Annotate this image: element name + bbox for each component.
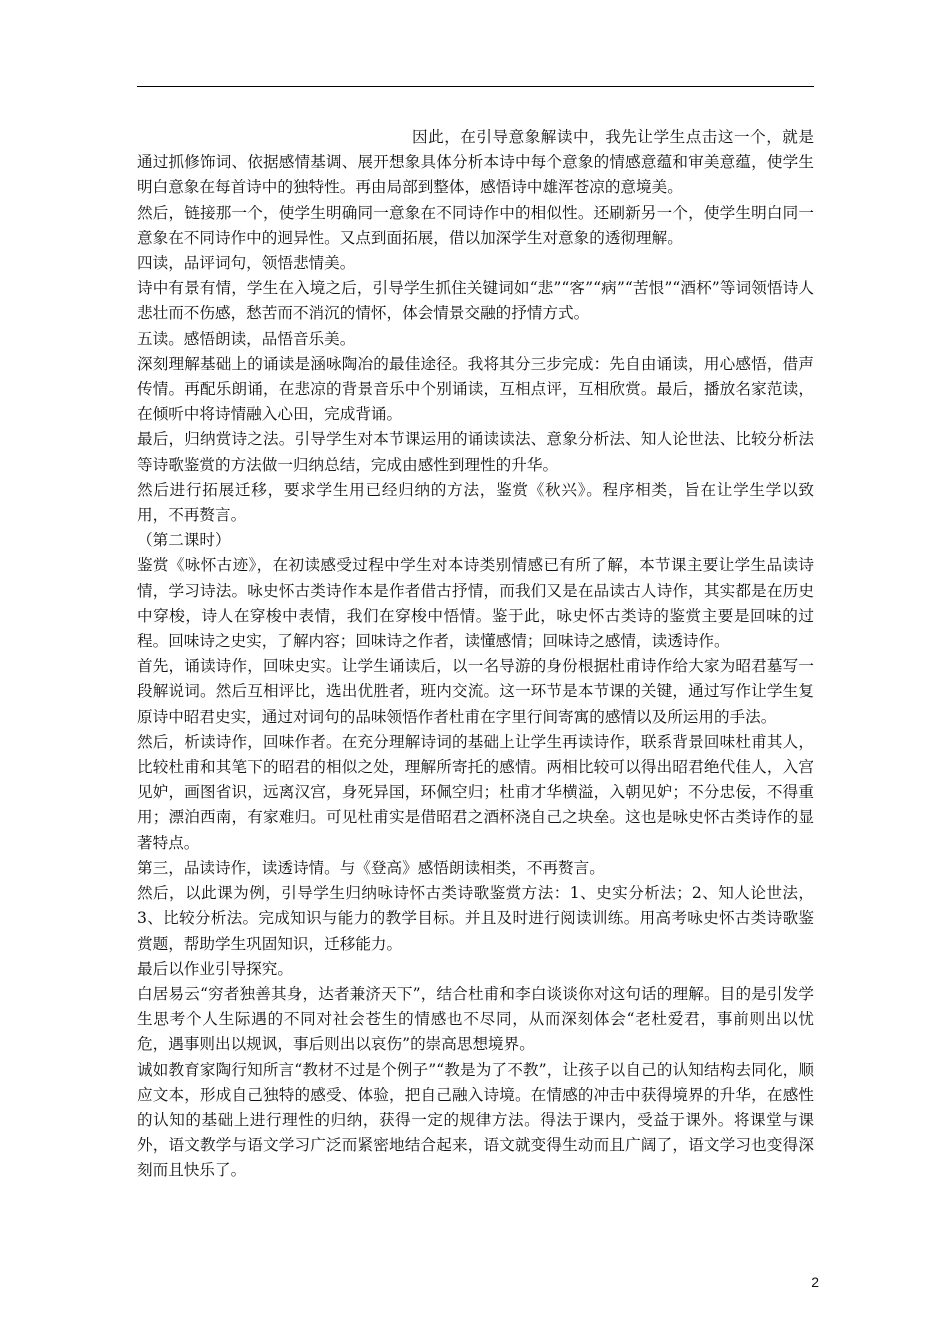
- paragraph-8: 首先，诵读诗作，回味史实。让学生诵读后，以一名导游的身份根据杜甫诗作给大家为昭君墓写一段解说词。然后互相评比，选出优胜者，班内交流。这一环节是本节课的关键，通过写作让学生复原诗中昭君史实，通过对词句的品味领悟作者杜甫在字里行间寄寓的感情以及所运用的手法。: [137, 657, 814, 726]
- paragraph-12: 最后以作业引导探究。: [137, 959, 293, 978]
- paragraph-9: 然后，析读诗作，回味作者。在充分理解诗词的基础上让学生再读诗作，联系背景回味杜甫其人，比较杜甫和其笔下的昭君的相似之处，理解所寄托的感情。两相比较可以得出昭君绝代佳人，入宫见妒，画图省识，远离汉宫，身死异国，环佩空归；杜甫才华横溢，入朝见妒；不分忠佞，不得重用；漂泊西南，有家难归。可见杜甫实是借昭君之酒杯浇自己之块垒。这也是咏史怀古类诗作的显著特点。: [137, 732, 814, 852]
- paragraph-5: 最后，归纳赏诗之法。引导学生对本节课运用的诵读读法、意象分析法、知人论世法、比较分析法等诗歌鉴赏的方法做一归纳总结，完成由感性到理性的升华。: [137, 430, 814, 474]
- section-heading-5: 五读。感悟朗读，品悟音乐美。: [137, 329, 356, 348]
- paragraph-6: 然后进行拓展迁移，要求学生用已经归纳的方法，鉴赏《秋兴》。程序相类，旨在让学生学以致用，不再赘言。: [137, 480, 814, 525]
- page-number: 2: [811, 1274, 819, 1290]
- paragraph-13: 白居易云“穷者独善其身，达者兼济天下”，结合杜甫和李白谈谈你对这句话的理解。目的是引发学生思考个人生际遇的不同对社会苍生的情感也不尽同，从而深刻体会“老杜爱君，事前则出以忧危，遇事则出以规讽，事后则出以哀伤”的崇高思想境界。: [137, 984, 814, 1054]
- paragraph-1: 因此，在引导意象解读中，我先让学生点击这一个，就是通过抓修饰词、依据感情基调、展开想象具体分析本诗中每个意象的情感意蕴和审美意蕴，使学生明白意象在每首诗中的独特性。再由局部到整体，感悟诗中雄浑苍凉的意境美。: [137, 128, 814, 197]
- paragraph-7: 鉴赏《咏怀古迹》，在初读感受过程中学生对本诗类别情感已有所了解，本节课主要让学生品读诗情，学习诗法。咏史怀古类诗作本是作者借古抒情，而我们又是在品读古人诗作，其实都是在历史中穿梭，诗人在穿梭中表情，我们在穿梭中悟情。鉴于此，咏史怀古类诗的鉴赏主要是回味的过程。回味诗之史实，了解内容；回味诗之作者，读懂感情；回味诗之感情，读透诗作。: [137, 556, 814, 651]
- paragraph-2: 然后，链接那一个，使学生明确同一意象在不同诗作中的相似性。还刷新另一个，使学生明白同一意象在不同诗作中的迥异性。又点到面拓展，借以加深学生对意象的透彻理解。: [137, 203, 814, 247]
- paragraph-4: 深刻理解基础上的诵读是涵咏陶冶的最佳途径。我将其分三步完成：先自由诵读，用心感悟，借声传情。再配乐朗诵，在悲凉的背景音乐中个别诵读，互相点评，互相欣赏。最后，播放名家范读，在倾听中将诗情融入心田，完成背诵。: [137, 354, 814, 424]
- paragraph-11: 然后，以此课为例，引导学生归纳咏诗怀古类诗歌鉴赏方法：1、史实分析法；2、知人论世法，3、比较分析法。完成知识与能力的教学目标。并且及时进行阅读训练。用高考咏史怀古类诗歌鉴赏题，帮助学生巩固知识，迁移能力。: [137, 884, 814, 953]
- document-body: [137, 125, 814, 1184]
- lesson-heading: （第二课时）: [137, 531, 231, 550]
- paragraph-3: 诗中有景有情，学生在入境之后，引导学生抓住关键词如“悲”“客”“病”“苦恨”“酒杯”等词领悟诗人悲壮而不伤感，愁苦而不消沉的情怀，体会情景交融的抒情方式。: [137, 279, 814, 323]
- section-heading-4: 四读，品评词句，领悟悲情美。: [137, 254, 356, 273]
- paragraph-10: 第三，品读诗作，读透诗情。与《登高》感悟朗读相类，不再赘言。: [137, 858, 605, 877]
- paragraph-14: 诚如教育家陶行知所言“教材不过是个例子”“教是为了不教”，让孩子以自己的认知结构去同化，顺应文本，形成自己独特的感受、体验，把自己融入诗境。在情感的冲击中获得境界的升华，在感性的认知的基础上进行理性的归纳，获得一定的规律方法。得法于课内，受益于课外。将课堂与课外，语文教学与语文学习广泛而紧密地结合起来，语文就变得生动而且广阔了，语文学习也变得深刻而且快乐了。: [137, 1060, 814, 1180]
- header-rule: [137, 86, 814, 87]
